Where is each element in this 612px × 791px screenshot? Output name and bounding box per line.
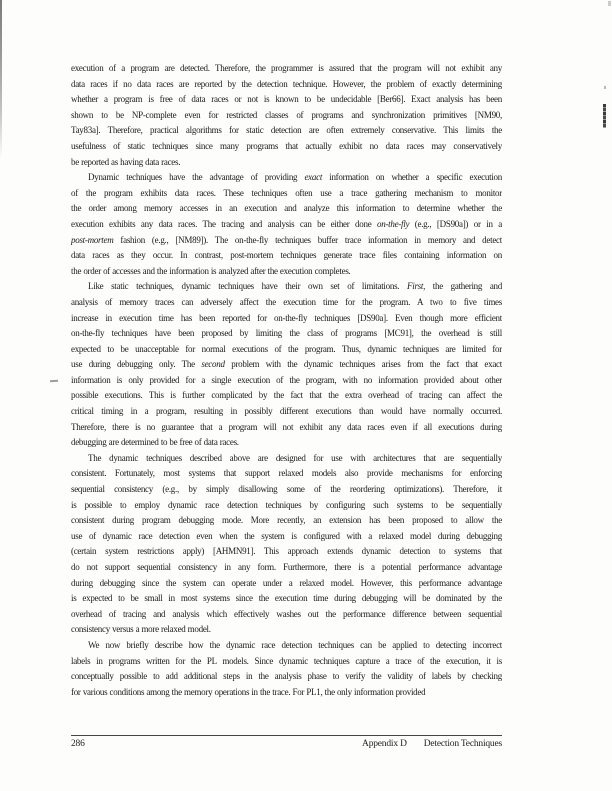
scan-artifact-margin-dash [50, 380, 58, 383]
text-line: possible executions. This is further complicated by the fact that the extra overhead of tracing can affect the [71, 390, 502, 401]
text-line: information is only provided for a single execution of the program, with no information provided about other [71, 374, 502, 385]
text-line: The dynamic techniques described above are designed for use with architectures that are sequentially [88, 452, 502, 463]
footer-rule [71, 735, 502, 736]
text-line: on-the-fly techniques have been proposed by limiting the class of programs [MC91], the overhead is still [71, 328, 502, 339]
text-line: is expected to be small in most systems since the execution time during debugging will be dominated by the [71, 593, 502, 604]
text-line: labels in programs written for the PL models. Since dynamic techniques capture a trace of the execution, it is [71, 655, 502, 666]
scan-artifact-right-dot [604, 86, 606, 89]
text-line: consistency versus a more relaxed model. [71, 624, 211, 635]
text-line: Dynamic techniques have the advantage of providing exact information on whether a specific execution [88, 172, 502, 183]
text-line: We now briefly describe how the dynamic race detection techniques can be applied to detecting incorrect [88, 639, 502, 650]
text-line: for various conditions among the memory operations in the trace. For PL1, the only information provided [71, 686, 426, 697]
text-line: be reported as having data races. [71, 156, 181, 167]
text-line: whether a program is free of data races or not is known to be undecidable [Ber66]. Exact analysis has been [71, 94, 502, 105]
running-header [362, 739, 502, 749]
scan-artifact-right-mark [603, 104, 606, 128]
text-line: debugging are determined to be free of data races. [71, 437, 239, 448]
text-line: expected to be unacceptable for normal executions of the program. Thus, dynamic techniques are limited for [71, 343, 502, 354]
text-line: analysis of memory traces can adversely affect the execution time for the program. A two to five times [71, 296, 502, 307]
text-line: critical timing in a program, resulting in possibly different executions than would have normally occurred. [71, 406, 502, 417]
page-footer [71, 735, 502, 749]
text-line: Like static techniques, dynamic techniques have their own set of limitations. First, the gathering and [88, 281, 502, 292]
body-text [71, 61, 502, 700]
text-line: use of dynamic race detection even when the system is configured with a relaxed model during debugging [71, 530, 502, 541]
text-line: use during debugging only. The second problem with the dynamic techniques arises from the fact that exact [71, 359, 502, 370]
text-line: (certain system restrictions apply) [AHMN91]. This approach extends dynamic detection to systems that [71, 546, 502, 557]
text-line: execution of a program are detected. Therefore, the programmer is assured that the program will not exhibit any [71, 63, 502, 73]
text-line: shown to be NP-complete even for restricted classes of programs and synchronization primitives [NM90, [71, 109, 502, 120]
text-line: Therefore, there is no guarantee that a program will not exhibit any data races even if all executions during [71, 421, 502, 432]
text-line: do not support sequential consistency in any form. Furthermore, there is a potential performance advantage [71, 562, 502, 572]
text-line: execution exhibits any data races. The tracing and analysis can be either done on-the-fly (e.g., [DS90a]) or in a [71, 218, 502, 229]
text-line: post-mortem fashion (e.g., [NM89]). The on-the-fly techniques buffer trace information in memory and detect [71, 234, 502, 245]
page-number: 286 [71, 739, 85, 749]
text-line: is possible to employ dynamic race detection techniques by configuring such systems to be sequentially [71, 499, 502, 510]
text-line: increase in execution time has been reported for on-the-fly techniques [DS90a]. Even though more efficient [71, 312, 502, 323]
text-line: consistent during program debugging mode. More recently, an extension has been proposed to allow the [71, 515, 502, 526]
text-line: conceptually possible to add additional steps in the analysis phase to verify the validity of labels by checking [71, 671, 502, 682]
text-line: the order among memory accesses in an execution and analyze this information to determine whether the [71, 203, 502, 214]
text-line: of the program exhibits data races. These techniques often use a trace gathering mechanism to monitor [71, 187, 502, 198]
text-line: data races if no data races are reported by the detection technique. However, the problem of exactly determining [71, 78, 502, 89]
text-line: data races as they occur. In contrast, post-mortem techniques generate trace files containing information on [71, 250, 502, 261]
footer-section-title: Detection Techniques [423, 739, 502, 749]
text-line: during debugging since the system can operate under a relaxed model. However, this performance advantage [71, 577, 502, 588]
scan-artifact-left-edge [0, 0, 2, 158]
text-line: usefulness of static techniques since many programs that actually exhibit no data races may conservatively [71, 140, 502, 151]
text-line: consistent. Fortunately, most systems that support relaxed models also provide mechanisms for enforcing [71, 468, 502, 479]
footer-section-label: Appendix D [362, 739, 407, 749]
scan-artifact-top-right-speck [608, 1, 611, 6]
text-line: overhead of tracing and analysis which effectively washes out the performance difference between sequential [71, 608, 502, 619]
text-line: the order of accesses and the information is analyzed after the execution completes. [71, 265, 351, 276]
text-line: sequential consistency (e.g., by simply disallowing some of the reordering optimizations). Therefore, it [71, 484, 502, 495]
text-line: Tay83a]. Therefore, practical algorithms for static detection are often extremely conservative. This limits the [71, 125, 502, 136]
